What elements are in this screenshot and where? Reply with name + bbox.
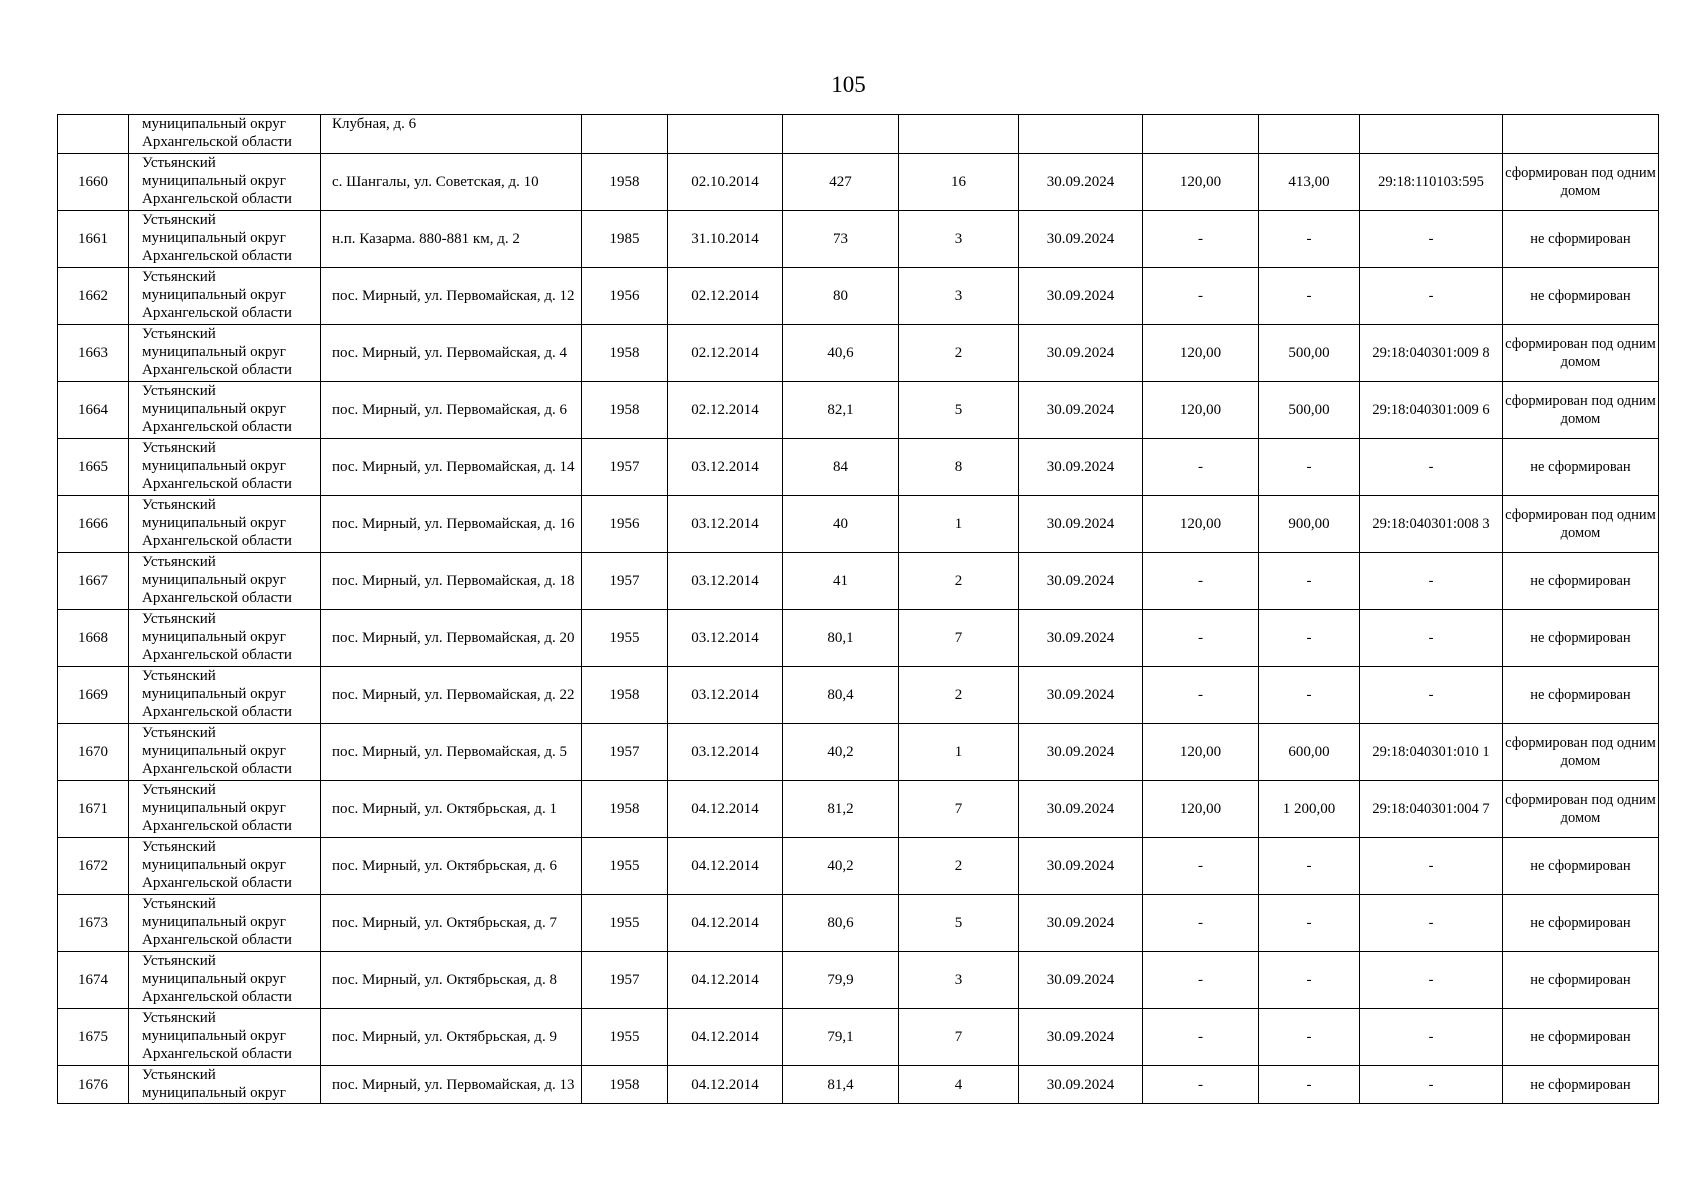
cell-norm: - <box>1143 610 1259 667</box>
cell-cadastral: 29:18:040301:009 8 <box>1360 325 1503 382</box>
table-row <box>58 724 1659 781</box>
cell-cadastral: - <box>1360 439 1503 496</box>
cell-norm: 120,00 <box>1143 496 1259 553</box>
cell-cadastral: - <box>1360 838 1503 895</box>
cell-number: 1674 <box>58 952 129 1009</box>
cell-land-area: 500,00 <box>1259 325 1360 382</box>
table-row <box>58 325 1659 382</box>
cell-cadastral: - <box>1360 211 1503 268</box>
cell-land-area: - <box>1259 211 1360 268</box>
cell-land-area: - <box>1259 667 1360 724</box>
cell-date <box>668 115 783 154</box>
cell-municipality: Устьянский муниципальный округ Архангельской области <box>129 895 321 952</box>
cell-residents: 7 <box>899 781 1019 838</box>
cell-address: пос. Мирный, ул. Октябрьская, д. 1 <box>321 781 582 838</box>
cell-municipality: Устьянский муниципальный округ Архангельской области <box>129 439 321 496</box>
cell-norm: - <box>1143 553 1259 610</box>
cell-area: 40,6 <box>783 325 899 382</box>
cell-area: 80,4 <box>783 667 899 724</box>
cell-status: сформирован под одним домом <box>1503 154 1659 211</box>
cell-norm: 120,00 <box>1143 154 1259 211</box>
cell-year: 1955 <box>582 1009 668 1066</box>
cell-year: 1957 <box>582 553 668 610</box>
cell-status: не сформирован <box>1503 1009 1659 1066</box>
table-row <box>58 1009 1659 1066</box>
cell-year: 1985 <box>582 211 668 268</box>
cell-address: пос. Мирный, ул. Первомайская, д. 6 <box>321 382 582 439</box>
cell-deadline: 30.09.2024 <box>1019 1066 1143 1104</box>
cell-area: 41 <box>783 553 899 610</box>
cell-area: 80,6 <box>783 895 899 952</box>
table-row <box>58 553 1659 610</box>
cell-area: 427 <box>783 154 899 211</box>
cell-area: 80 <box>783 268 899 325</box>
cell-number: 1664 <box>58 382 129 439</box>
cell-status: сформирован под одним домом <box>1503 325 1659 382</box>
cell-status: не сформирован <box>1503 838 1659 895</box>
cell-deadline: 30.09.2024 <box>1019 496 1143 553</box>
cell-date: 04.12.2014 <box>668 895 783 952</box>
cell-year: 1958 <box>582 667 668 724</box>
cell-area: 82,1 <box>783 382 899 439</box>
cell-cadastral: - <box>1360 895 1503 952</box>
cell-area: 79,1 <box>783 1009 899 1066</box>
cell-norm: 120,00 <box>1143 382 1259 439</box>
cell-date: 03.12.2014 <box>668 553 783 610</box>
cell-year: 1956 <box>582 268 668 325</box>
cell-land-area: 500,00 <box>1259 382 1360 439</box>
cell-land-area: - <box>1259 1009 1360 1066</box>
cell-status: не сформирован <box>1503 895 1659 952</box>
cell-year <box>582 115 668 154</box>
table-row <box>58 610 1659 667</box>
cell-date: 03.12.2014 <box>668 724 783 781</box>
cell-year: 1958 <box>582 382 668 439</box>
cell-deadline: 30.09.2024 <box>1019 439 1143 496</box>
cell-cadastral <box>1360 115 1503 154</box>
cell-date: 04.12.2014 <box>668 781 783 838</box>
cell-address: пос. Мирный, ул. Первомайская, д. 14 <box>321 439 582 496</box>
cell-number: 1660 <box>58 154 129 211</box>
cell-cadastral: - <box>1360 667 1503 724</box>
cell-number <box>58 115 129 154</box>
cell-municipality: Устьянский муниципальный округ Архангельской области <box>129 496 321 553</box>
cell-year: 1955 <box>582 610 668 667</box>
cell-norm: - <box>1143 838 1259 895</box>
cell-norm: - <box>1143 1009 1259 1066</box>
cell-year: 1958 <box>582 325 668 382</box>
cell-cadastral: - <box>1360 952 1503 1009</box>
cell-address: пос. Мирный, ул. Первомайская, д. 22 <box>321 667 582 724</box>
cell-norm: - <box>1143 439 1259 496</box>
cell-residents: 16 <box>899 154 1019 211</box>
table-row <box>58 439 1659 496</box>
cell-area: 73 <box>783 211 899 268</box>
cell-land-area: - <box>1259 610 1360 667</box>
cell-status: сформирован под одним домом <box>1503 496 1659 553</box>
cell-status: сформирован под одним домом <box>1503 382 1659 439</box>
cell-number: 1673 <box>58 895 129 952</box>
cell-area: 80,1 <box>783 610 899 667</box>
cell-address: пос. Мирный, ул. Октябрьская, д. 8 <box>321 952 582 1009</box>
page-number: 105 <box>831 72 866 97</box>
cell-cadastral: - <box>1360 610 1503 667</box>
cell-date: 04.12.2014 <box>668 1009 783 1066</box>
cell-status: сформирован под одним домом <box>1503 724 1659 781</box>
cell-deadline: 30.09.2024 <box>1019 211 1143 268</box>
cell-land-area: - <box>1259 952 1360 1009</box>
cell-norm: 120,00 <box>1143 781 1259 838</box>
cell-year: 1957 <box>582 439 668 496</box>
cell-date: 04.12.2014 <box>668 838 783 895</box>
table-row <box>58 838 1659 895</box>
cell-municipality: Устьянский муниципальный округ Архангельской области <box>129 325 321 382</box>
cell-date: 03.12.2014 <box>668 610 783 667</box>
cell-residents: 2 <box>899 325 1019 382</box>
cell-number: 1676 <box>58 1066 129 1104</box>
cell-residents: 2 <box>899 553 1019 610</box>
table-row-continued <box>58 115 1659 154</box>
cell-residents: 3 <box>899 268 1019 325</box>
cell-municipality: Устьянский муниципальный округ Архангельской области <box>129 724 321 781</box>
cell-address: Клубная, д. 6 <box>321 115 582 154</box>
cell-municipality: Устьянский муниципальный округ Архангельской области <box>129 1009 321 1066</box>
cell-year: 1956 <box>582 496 668 553</box>
cell-cadastral: 29:18:110103:595 <box>1360 154 1503 211</box>
cell-status: не сформирован <box>1503 952 1659 1009</box>
cell-area: 81,4 <box>783 1066 899 1104</box>
cell-municipality: Устьянский муниципальный округ Архангельской области <box>129 211 321 268</box>
cell-year: 1957 <box>582 952 668 1009</box>
cell-deadline: 30.09.2024 <box>1019 268 1143 325</box>
cell-area: 79,9 <box>783 952 899 1009</box>
cell-deadline: 30.09.2024 <box>1019 952 1143 1009</box>
cell-residents: 2 <box>899 838 1019 895</box>
cell-residents: 3 <box>899 211 1019 268</box>
table-row <box>58 781 1659 838</box>
cell-status: не сформирован <box>1503 268 1659 325</box>
cell-date: 03.12.2014 <box>668 667 783 724</box>
cell-municipality: Устьянский муниципальный округ Архангельской области <box>129 553 321 610</box>
cell-address: пос. Мирный, ул. Первомайская, д. 13 <box>321 1066 582 1104</box>
cell-number: 1669 <box>58 667 129 724</box>
cell-municipality: Устьянский муниципальный округ <box>129 1066 321 1104</box>
cell-cadastral: - <box>1360 1066 1503 1104</box>
housing-registry-table <box>57 114 1659 1104</box>
cell-residents: 7 <box>899 1009 1019 1066</box>
cell-cadastral: - <box>1360 1009 1503 1066</box>
cell-date: 03.12.2014 <box>668 439 783 496</box>
cell-status: сформирован под одним домом <box>1503 781 1659 838</box>
cell-area: 40,2 <box>783 724 899 781</box>
cell-land-area: 1 200,00 <box>1259 781 1360 838</box>
cell-deadline: 30.09.2024 <box>1019 724 1143 781</box>
cell-municipality: Устьянский муниципальный округ Архангельской области <box>129 781 321 838</box>
cell-cadastral: 29:18:040301:009 6 <box>1360 382 1503 439</box>
cell-address: с. Шангалы, ул. Советская, д. 10 <box>321 154 582 211</box>
cell-address: пос. Мирный, ул. Первомайская, д. 18 <box>321 553 582 610</box>
cell-number: 1672 <box>58 838 129 895</box>
cell-deadline: 30.09.2024 <box>1019 895 1143 952</box>
cell-deadline: 30.09.2024 <box>1019 1009 1143 1066</box>
cell-address: пос. Мирный, ул. Первомайская, д. 20 <box>321 610 582 667</box>
cell-status: не сформирован <box>1503 439 1659 496</box>
cell-number: 1662 <box>58 268 129 325</box>
cell-area <box>783 115 899 154</box>
cell-residents: 7 <box>899 610 1019 667</box>
cell-deadline: 30.09.2024 <box>1019 154 1143 211</box>
cell-date: 02.12.2014 <box>668 382 783 439</box>
cell-area: 40 <box>783 496 899 553</box>
cell-address: пос. Мирный, ул. Первомайская, д. 12 <box>321 268 582 325</box>
cell-residents: 3 <box>899 952 1019 1009</box>
cell-number: 1663 <box>58 325 129 382</box>
table-row <box>58 382 1659 439</box>
cell-deadline: 30.09.2024 <box>1019 838 1143 895</box>
cell-residents: 2 <box>899 667 1019 724</box>
cell-number: 1661 <box>58 211 129 268</box>
cell-deadline: 30.09.2024 <box>1019 553 1143 610</box>
cell-status: не сформирован <box>1503 553 1659 610</box>
cell-year: 1955 <box>582 895 668 952</box>
cell-municipality: Устьянский муниципальный округ Архангельской области <box>129 154 321 211</box>
cell-address: пос. Мирный, ул. Первомайская, д. 5 <box>321 724 582 781</box>
cell-land-area: - <box>1259 895 1360 952</box>
cell-address: пос. Мирный, ул. Октябрьская, д. 9 <box>321 1009 582 1066</box>
cell-deadline: 30.09.2024 <box>1019 667 1143 724</box>
cell-number: 1668 <box>58 610 129 667</box>
cell-number: 1670 <box>58 724 129 781</box>
cell-date: 02.12.2014 <box>668 325 783 382</box>
cell-residents <box>899 115 1019 154</box>
cell-cadastral: 29:18:040301:010 1 <box>1360 724 1503 781</box>
cell-municipality: Устьянский муниципальный округ Архангельской области <box>129 268 321 325</box>
cell-address: пос. Мирный, ул. Октябрьская, д. 7 <box>321 895 582 952</box>
cell-land-area: 900,00 <box>1259 496 1360 553</box>
table-row <box>58 496 1659 553</box>
cell-norm: - <box>1143 667 1259 724</box>
cell-municipality: Устьянский муниципальный округ Архангельской области <box>129 610 321 667</box>
cell-date: 02.10.2014 <box>668 154 783 211</box>
cell-status <box>1503 115 1659 154</box>
cell-number: 1665 <box>58 439 129 496</box>
cell-year: 1958 <box>582 781 668 838</box>
cell-number: 1667 <box>58 553 129 610</box>
cell-municipality: муниципальный округ Архангельской области <box>129 115 321 154</box>
cell-land-area: 413,00 <box>1259 154 1360 211</box>
cell-norm: 120,00 <box>1143 325 1259 382</box>
cell-deadline <box>1019 115 1143 154</box>
table-row <box>58 211 1659 268</box>
cell-land-area: - <box>1259 439 1360 496</box>
cell-land-area: - <box>1259 838 1360 895</box>
cell-municipality: Устьянский муниципальный округ Архангельской области <box>129 667 321 724</box>
cell-deadline: 30.09.2024 <box>1019 781 1143 838</box>
cell-number: 1671 <box>58 781 129 838</box>
cell-date: 31.10.2014 <box>668 211 783 268</box>
cell-norm: - <box>1143 268 1259 325</box>
cell-status: не сформирован <box>1503 667 1659 724</box>
cell-date: 03.12.2014 <box>668 496 783 553</box>
cell-norm: - <box>1143 952 1259 1009</box>
cell-number: 1666 <box>58 496 129 553</box>
cell-deadline: 30.09.2024 <box>1019 610 1143 667</box>
cell-residents: 8 <box>899 439 1019 496</box>
cell-cadastral: 29:18:040301:008 3 <box>1360 496 1503 553</box>
cell-status: не сформирован <box>1503 610 1659 667</box>
cell-norm: - <box>1143 1066 1259 1104</box>
cell-norm: - <box>1143 211 1259 268</box>
cell-norm: 120,00 <box>1143 724 1259 781</box>
cell-cadastral: 29:18:040301:004 7 <box>1360 781 1503 838</box>
cell-deadline: 30.09.2024 <box>1019 382 1143 439</box>
table-row <box>58 895 1659 952</box>
cell-date: 04.12.2014 <box>668 1066 783 1104</box>
cell-deadline: 30.09.2024 <box>1019 325 1143 382</box>
cell-municipality: Устьянский муниципальный округ Архангельской области <box>129 838 321 895</box>
table-row <box>58 154 1659 211</box>
cell-year: 1955 <box>582 838 668 895</box>
cell-address: пос. Мирный, ул. Первомайская, д. 4 <box>321 325 582 382</box>
cell-area: 81,2 <box>783 781 899 838</box>
cell-year: 1958 <box>582 1066 668 1104</box>
cell-residents: 5 <box>899 382 1019 439</box>
cell-land-area: - <box>1259 553 1360 610</box>
cell-address: пос. Мирный, ул. Первомайская, д. 16 <box>321 496 582 553</box>
cell-residents: 5 <box>899 895 1019 952</box>
table-row <box>58 1066 1659 1104</box>
cell-norm <box>1143 115 1259 154</box>
cell-cadastral: - <box>1360 553 1503 610</box>
cell-year: 1957 <box>582 724 668 781</box>
cell-residents: 1 <box>899 496 1019 553</box>
cell-municipality: Устьянский муниципальный округ Архангельской области <box>129 382 321 439</box>
table-row <box>58 667 1659 724</box>
cell-address: пос. Мирный, ул. Октябрьская, д. 6 <box>321 838 582 895</box>
cell-municipality: Устьянский муниципальный округ Архангельской области <box>129 952 321 1009</box>
cell-year: 1958 <box>582 154 668 211</box>
cell-status: не сформирован <box>1503 211 1659 268</box>
cell-status: не сформирован <box>1503 1066 1659 1104</box>
table-row <box>58 952 1659 1009</box>
cell-area: 84 <box>783 439 899 496</box>
cell-residents: 4 <box>899 1066 1019 1104</box>
cell-area: 40,2 <box>783 838 899 895</box>
cell-address: н.п. Казарма. 880-881 км, д. 2 <box>321 211 582 268</box>
cell-number: 1675 <box>58 1009 129 1066</box>
cell-cadastral: - <box>1360 268 1503 325</box>
cell-land-area: 600,00 <box>1259 724 1360 781</box>
cell-date: 02.12.2014 <box>668 268 783 325</box>
cell-land-area: - <box>1259 1066 1360 1104</box>
cell-land-area: - <box>1259 268 1360 325</box>
cell-norm: - <box>1143 895 1259 952</box>
cell-residents: 1 <box>899 724 1019 781</box>
cell-date: 04.12.2014 <box>668 952 783 1009</box>
cell-land-area <box>1259 115 1360 154</box>
table-row <box>58 268 1659 325</box>
